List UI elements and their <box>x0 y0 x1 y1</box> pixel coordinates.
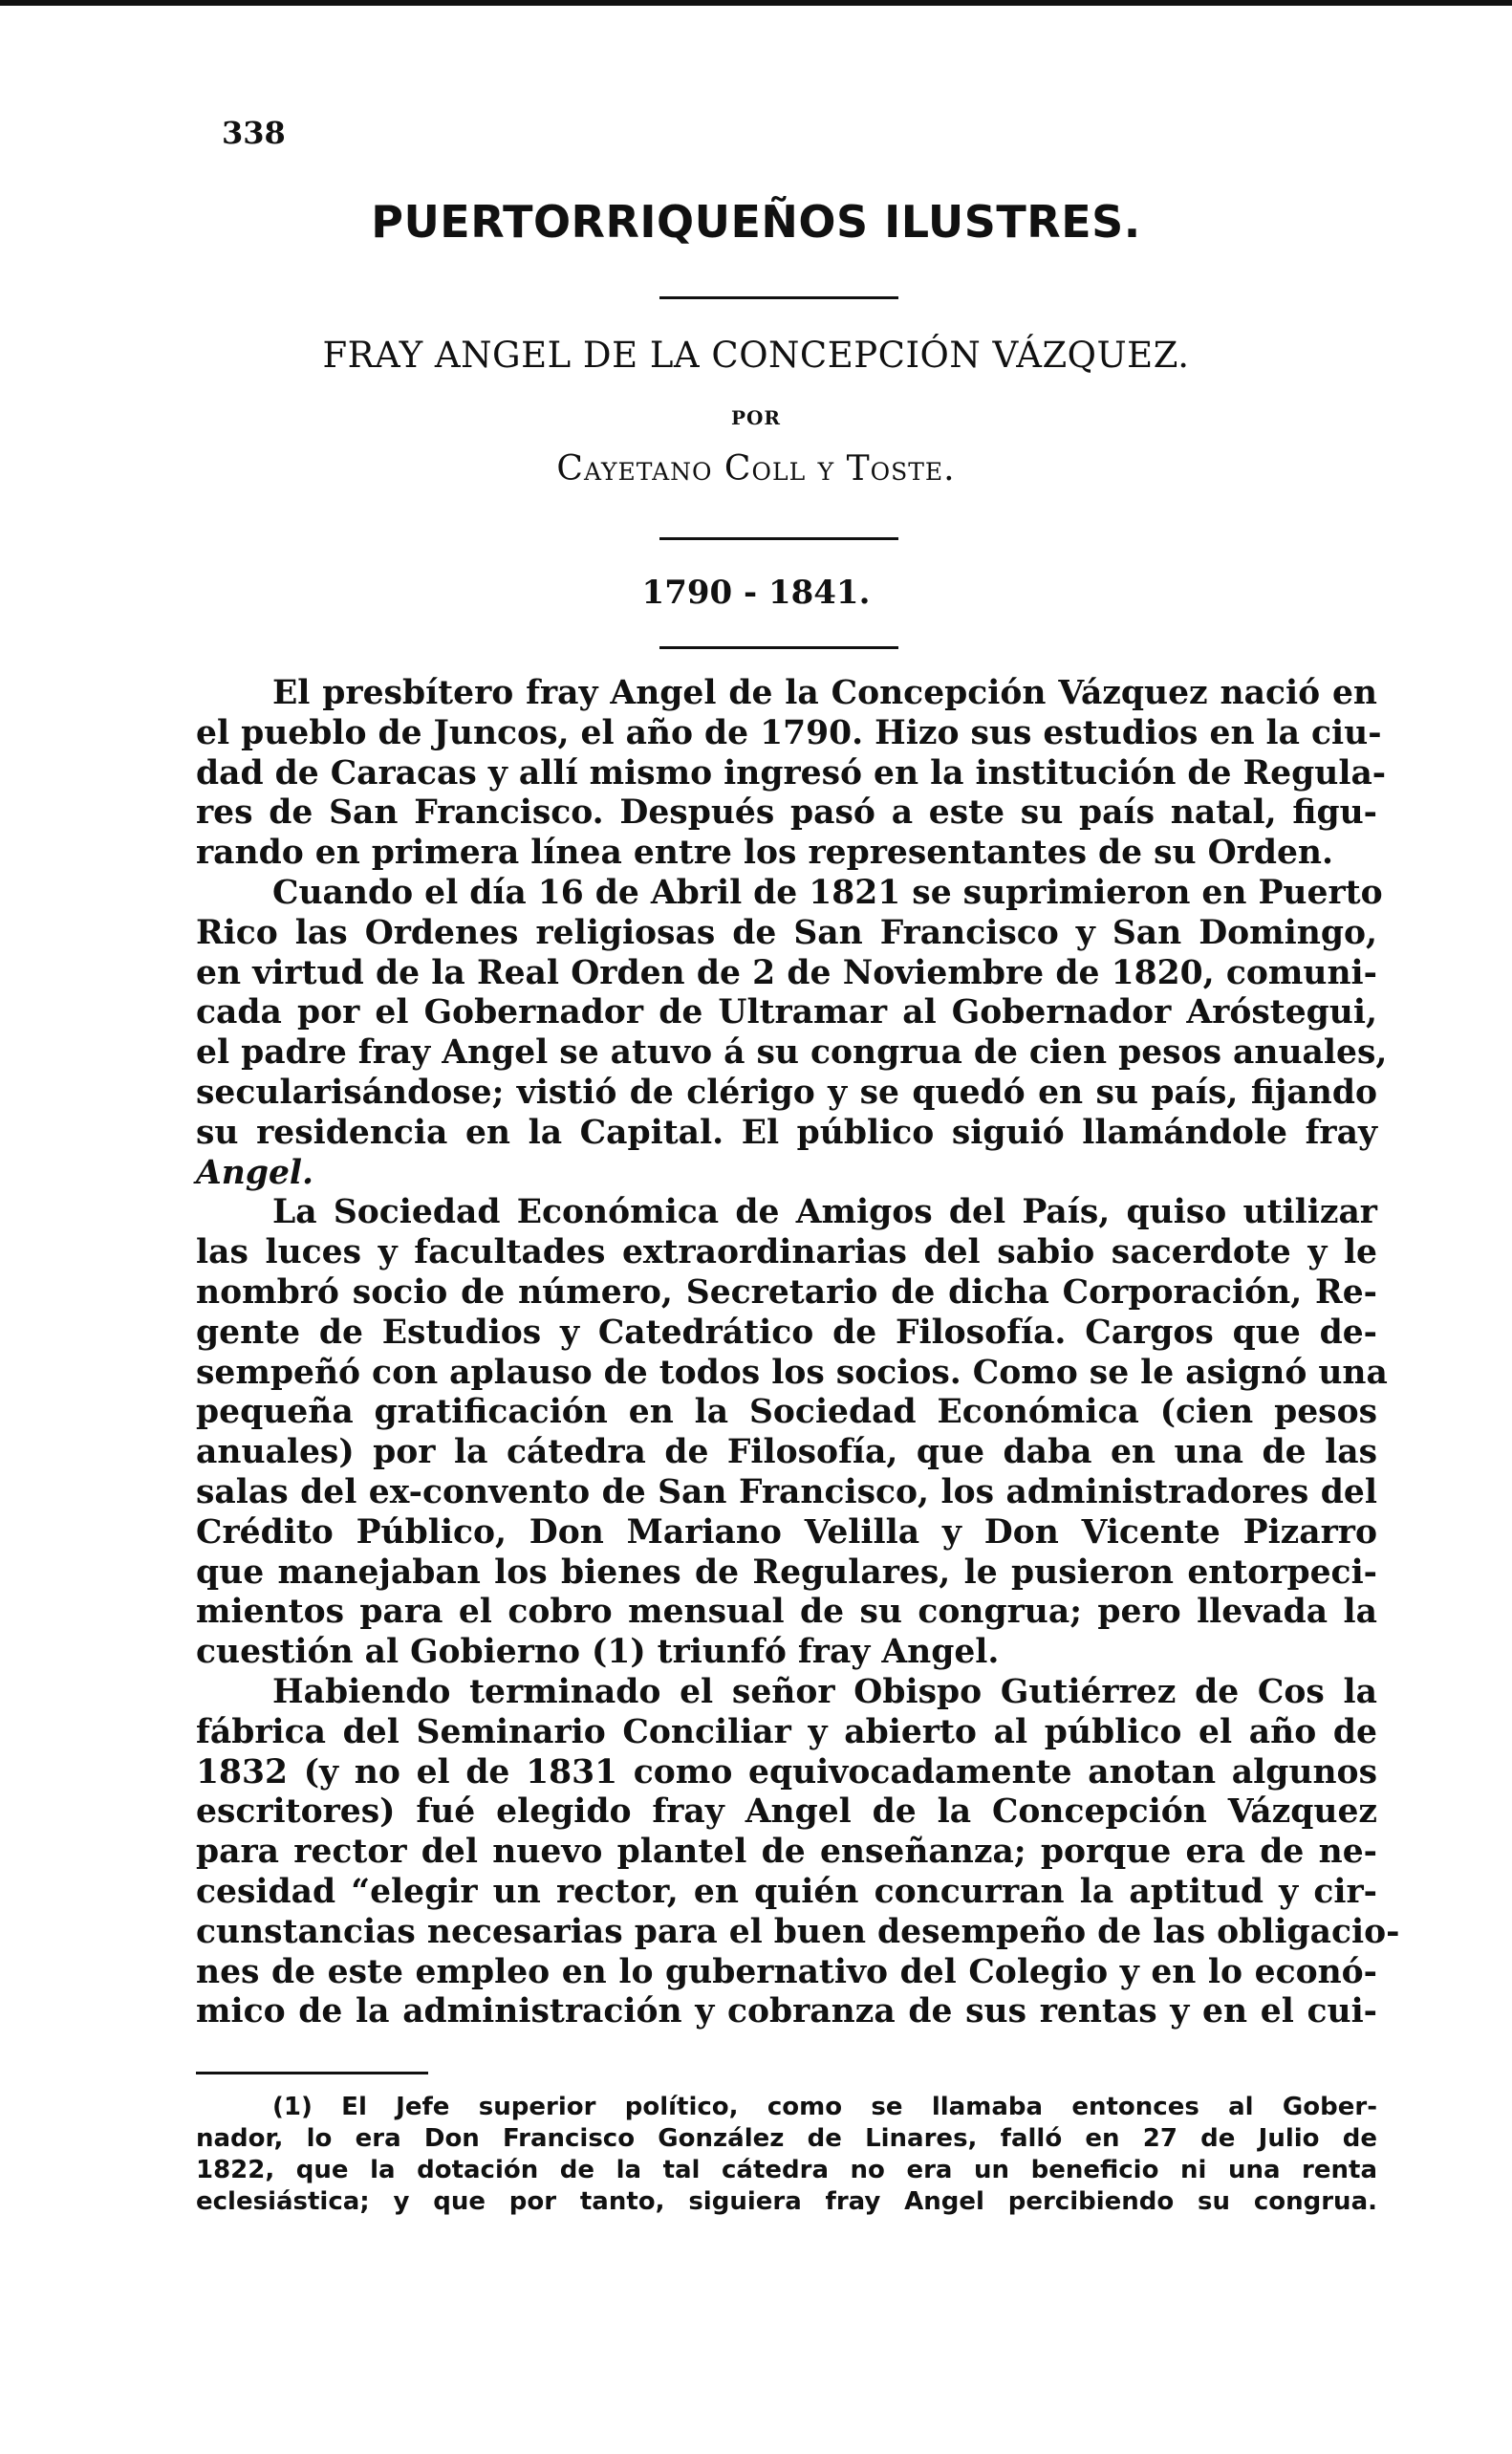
by-line: POR <box>730 406 782 429</box>
body-line: Angel. <box>196 1153 314 1192</box>
body-line: sempeñó con aplauso de todos los socios. Como se le asignó una <box>196 1353 1388 1392</box>
body-line: en virtud de la Real Orden de 2 de Noviembre de 1820, comuni- <box>196 953 1377 992</box>
body-line: cuestión al Gobierno (1) triunfó fray Angel. <box>196 1633 1000 1672</box>
body-line: salas del ex-convento de San Francisco, los administradores del <box>196 1472 1377 1511</box>
body-line: pequeña gratificación en la Sociedad Económica (cien pesos <box>196 1393 1377 1432</box>
running-header-title: PUERTORRIQUEÑOS ILUSTRES. <box>371 196 1141 248</box>
footnote-line: eclesiástica; y que por tanto, siguiera fray Angel percibiendo su congrua. <box>196 2187 1377 2216</box>
body-line: La Sociedad Económica de Amigos del País, quiso utilizar <box>272 1193 1377 1232</box>
article-title: FRAY ANGEL DE LA CONCEPCIÓN VÁZQUEZ. <box>322 335 1190 376</box>
footnote-line: nador, lo era Don Francisco González de Linares, falló en 27 de Julio de <box>196 2124 1377 2153</box>
body-line: 1832 (y no el de 1831 como equivocadamente anotan algunos <box>196 1752 1377 1792</box>
footnote-line: (1) El Jefe superior político, como se llamaba entonces al Gober- <box>272 2093 1377 2121</box>
body-line: Habiendo terminado el señor Obispo Gutiérrez de Cos la <box>272 1672 1377 1711</box>
body-line: rando en primera línea entre los representantes de su Orden. <box>196 834 1333 873</box>
page-number: 338 <box>222 115 286 151</box>
body-line: El presbítero fray Angel de la Concepción Vázquez nació en <box>272 674 1377 712</box>
divider-rule <box>659 296 898 299</box>
body-line: mientos para el cobro mensual de su congrua; pero llevada la <box>196 1593 1377 1632</box>
top-edge-rule <box>0 0 1512 6</box>
divider-rule <box>659 646 898 649</box>
body-line: el pueblo de Juncos, el año de 1790. Hizo sus estudios en la ciu- <box>196 713 1382 752</box>
body-line: secularisándose; vistió de clérigo y se quedó en su país, fijando <box>196 1073 1377 1112</box>
footnote-rule <box>196 2072 428 2074</box>
footnote-line: 1822, que la dotación de la tal cátedra no era un beneficio ni una renta <box>196 2156 1377 2184</box>
life-dates: 1790 - 1841. <box>641 574 871 612</box>
body-line: anuales) por la cátedra de Filosofía, que daba en una de las <box>196 1433 1377 1472</box>
body-line: cada por el Gobernador de Ultramar al Gobernador Aróstegui, <box>196 993 1377 1032</box>
body-line: Rico las Ordenes religiosas de San Francisco y San Domingo, <box>196 913 1377 952</box>
body-line: su residencia en la Capital. El público siguió llamándole fray <box>196 1113 1377 1152</box>
body-line: para rector del nuevo plantel de enseñanza; porque era de ne- <box>196 1833 1377 1872</box>
article-body <box>196 674 1400 2032</box>
body-line: fábrica del Seminario Conciliar y abierto al público el año de <box>196 1712 1377 1751</box>
footnote <box>196 2092 1377 2218</box>
body-line: nombró socio de número, Secretario de dicha Corporación, Re- <box>196 1272 1377 1312</box>
body-line: escritores) fué elegido fray Angel de la Concepción Vázquez <box>196 1792 1377 1832</box>
body-line: mico de la administración y cobranza de sus rentas y en el cui- <box>196 1992 1377 2031</box>
body-line: cesidad “elegir un rector, en quién concurran la aptitud y cir- <box>196 1872 1377 1911</box>
body-line: el padre fray Angel se atuvo á su congrua de cien pesos anuales, <box>196 1033 1388 1073</box>
body-line: res de San Francisco. Después pasó a este su país natal, figu- <box>196 793 1377 833</box>
divider-rule <box>659 537 898 540</box>
body-line: dad de Caracas y allí mismo ingresó en la institución de Regula- <box>196 753 1387 793</box>
body-line: que manejaban los bienes de Regulares, le pusieron entorpeci- <box>196 1553 1377 1592</box>
article-author: Cayetano Coll y Toste. <box>556 449 956 489</box>
body-line: cunstancias necesarias para el buen desempeño de las obligacio- <box>196 1912 1400 1951</box>
body-line: las luces y facultades extraordinarias del sabio sacerdote y le <box>196 1233 1377 1272</box>
body-line: gente de Estudios y Catedrático de Filosofía. Cargos que de- <box>196 1313 1377 1352</box>
body-line: Crédito Público, Don Mariano Velilla y Don Vicente Pizarro <box>196 1512 1377 1552</box>
body-line: Cuando el día 16 de Abril de 1821 se suprimieron en Puerto <box>272 873 1383 912</box>
body-line: nes de este empleo en lo gubernativo del Colegio y en lo econó- <box>196 1952 1377 1991</box>
